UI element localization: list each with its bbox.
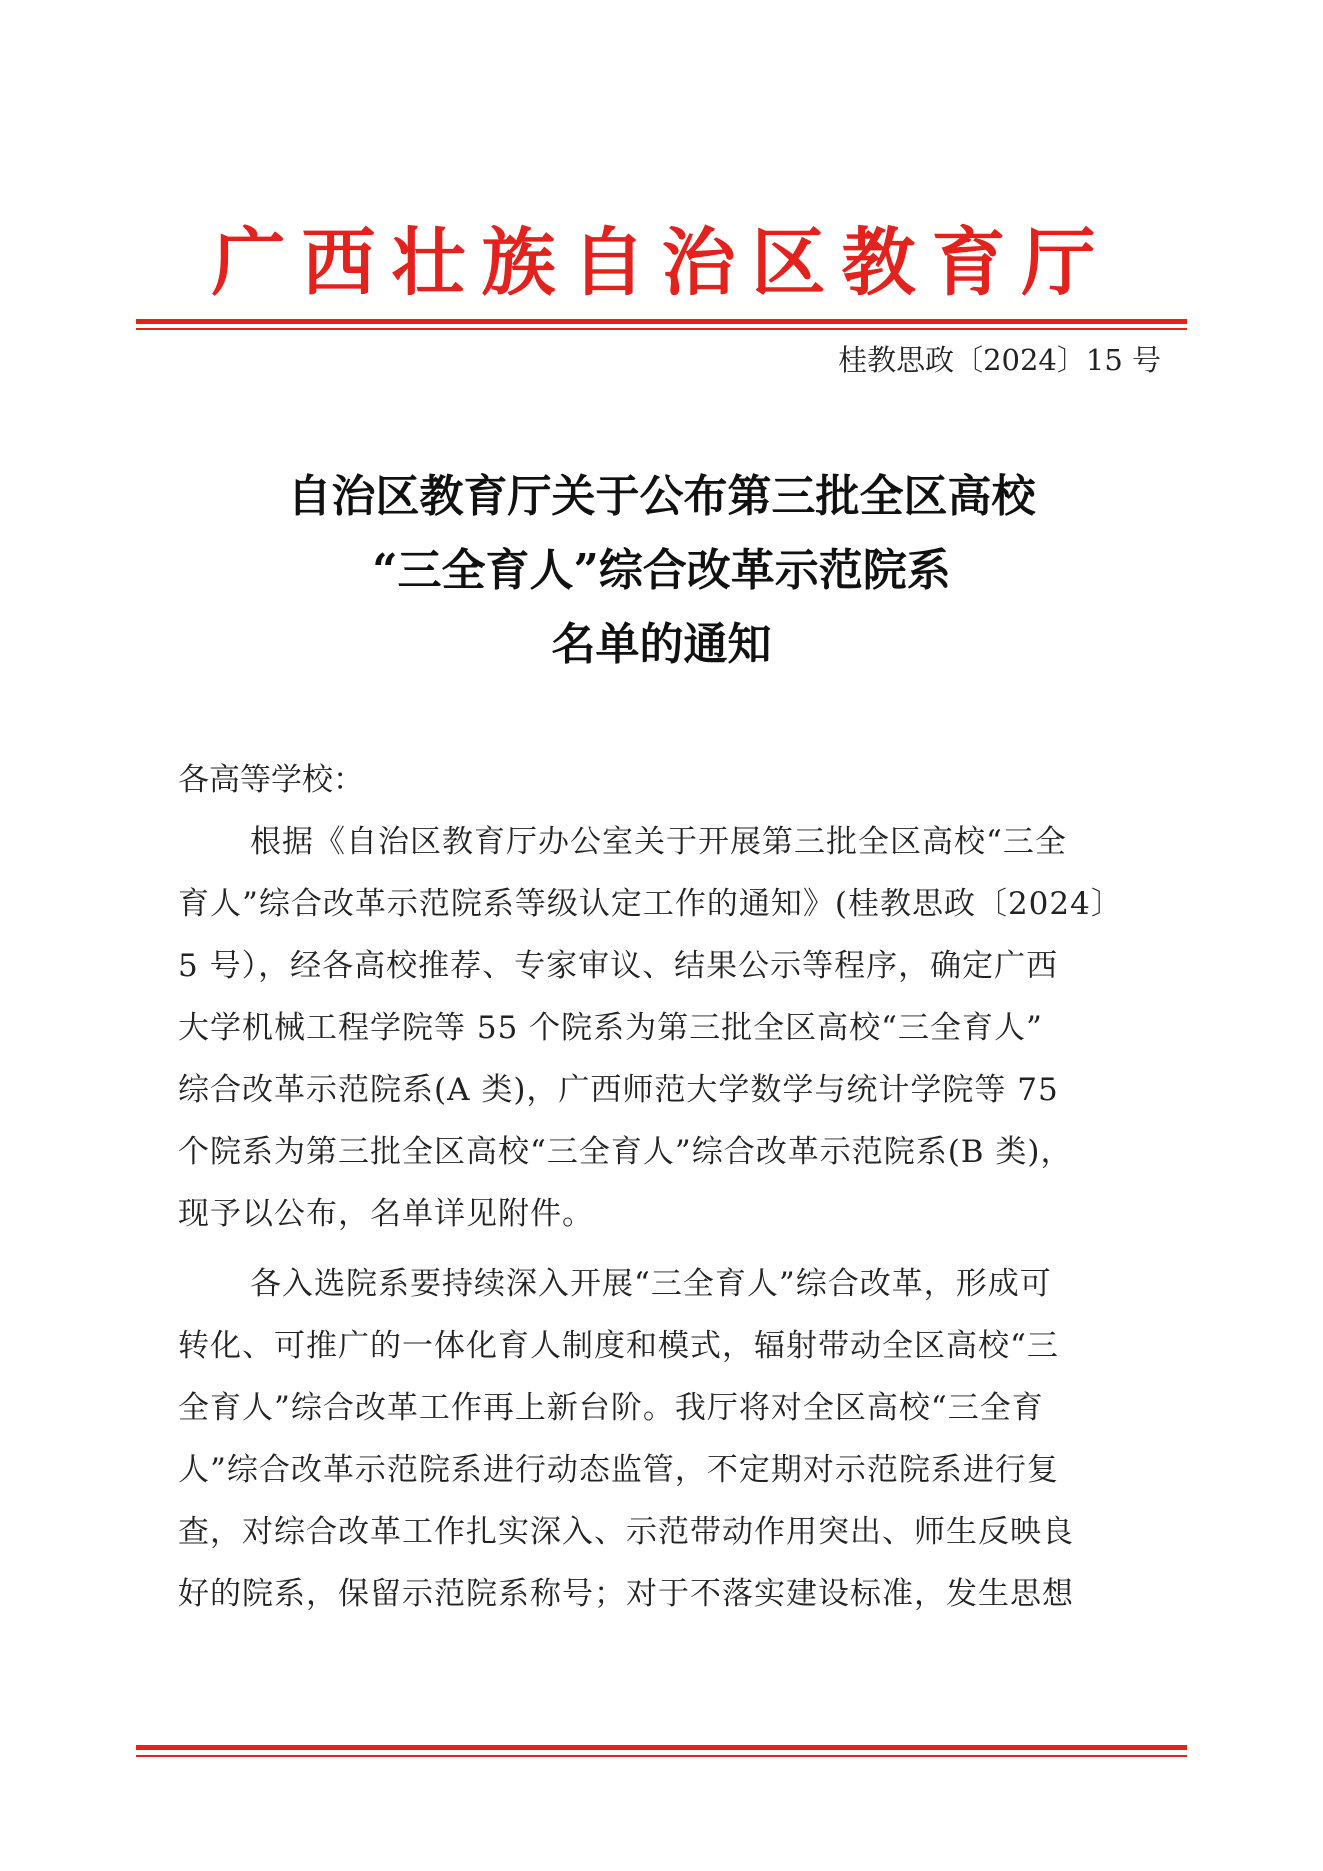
header-rule-thick: [136, 319, 1187, 324]
document-title-line-3: 名单的通知: [551, 619, 772, 670]
paragraph-1-line: 大学机械工程学院等 55 个院系为第三批全区高校“三全育人”: [178, 1010, 1043, 1046]
paragraph-2-line: 查，对综合改革工作扎实深入、示范带动作用突出、师生反映良: [178, 1514, 1074, 1550]
paragraph-2-line: 好的院系，保留示范院系称号；对于不落实建设标准，发生思想: [178, 1576, 1074, 1612]
paragraph-1-line: 个院系为第三批全区高校“三全育人”综合改革示范院系(B 类)，: [178, 1134, 1073, 1170]
paragraph-2-line: 转化、可推广的一体化育人制度和模式，辐射带动全区高校“三: [178, 1328, 1059, 1364]
paragraph-1-line: 综合改革示范院系(A 类)，广西师范大学数学与统计学院等 75: [178, 1072, 1059, 1108]
footer-rule-thin: [136, 1755, 1187, 1757]
paragraph-1-line: 育人”综合改革示范院系等级认定工作的通知》(桂教思政〔2024〕: [178, 886, 1123, 922]
paragraph-2-line: 全育人”综合改革工作再上新台阶。我厅将对全区高校“三全育: [178, 1390, 1044, 1426]
header-rule-thin: [136, 328, 1187, 330]
paragraph-1-line: 现予以公布，名单详见附件。: [178, 1196, 594, 1232]
paragraph-2-line: 各入选院系要持续深入开展“三全育人”综合改革，形成可: [250, 1266, 1052, 1302]
document-title-line-2: “三全育人”综合改革示范院系: [372, 545, 951, 596]
masthead: 广西壮族自治区教育厅: [211, 220, 1112, 306]
paragraph-1-line: 5 号），经各高校推荐、专家审议、结果公示等程序，确定广西: [178, 948, 1059, 984]
paragraph-2-line: 人”综合改革示范院系进行动态监管，不定期对示范院系进行复: [178, 1452, 1059, 1488]
document-number: 桂教思政〔2024〕15 号: [838, 343, 1161, 377]
footer-rule-thick: [136, 1745, 1187, 1750]
paragraph-1-line: 根据《自治区教育厅办公室关于开展第三批全区高校“三全: [250, 824, 1067, 860]
document-title-line-1: 自治区教育厅关于公布第三批全区高校: [287, 471, 1036, 522]
salutation: 各高等学校：: [178, 762, 364, 798]
